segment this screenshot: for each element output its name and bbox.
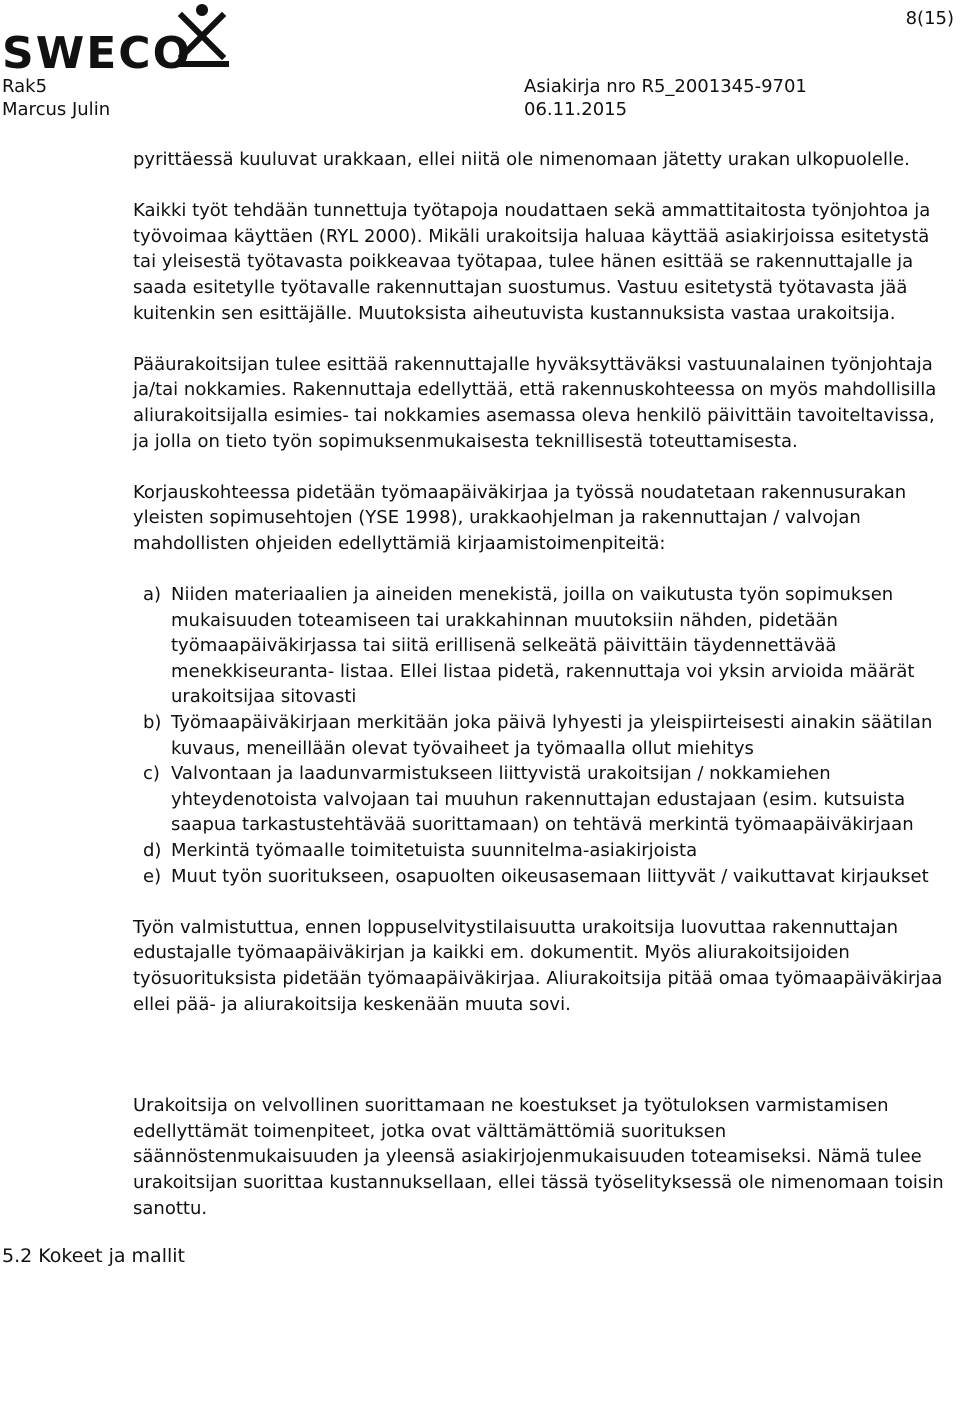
list-item: a) Niiden materiaalien ja aineiden menekistä, joilla on vaikutusta työn sopimuksen mukaisuuden toteamiseen tai urakkahinnan muutoksiin nähden, pidetään työmaapäiväkirjassa tai siitä erillisenä selkeätä päivittäin täydennettävää menekkiseuranta- listaa. Ellei listaa pidetä, rakennuttaja voi yksin arvioida määrät urakoitsijaa sitovasti xyxy=(143,584,915,708)
sweco-logo xyxy=(2,2,242,72)
page-number: 8(15) xyxy=(905,8,954,29)
paragraph-4: Korjauskohteessa pidetään työmaapäiväkirjaa ja työssä noudatetaan rakennusurakan yleisten sopimusehtojen (YSE 1998), urakkaohjelman ja rakennuttajan / valvojan mahdollisten ohjeiden edellyttämiä kirjaamistoimenpiteitä: xyxy=(133,481,907,554)
list-item: c) Valvontaan ja laadunvarmistukseen liittyvistä urakoitsijan / nokkamiehen yhteydenotoista valvojaan tai muuhun rakennuttajan edustajaan (esim. kutsuista saapua tarkastustehtävää suorittamaan) on tehtävä merkintä työmaapäiväkirjaan xyxy=(143,763,914,836)
paragraph-5: Työn valmistuttua, ennen loppuselvitystilaisuutta urakoitsija luovuttaa rakennuttajan edustajalle työmaapäiväkirjan ja kaikki em. dokumentit. Myös aliurakoitsijoiden työsuorituksista pidetään työmaapäiväkirjaa. Aliurakoitsija pitää omaa työmaapäiväkirjaa ellei pää- ja aliurakoitsija keskenään muuta sovi. xyxy=(133,916,943,1015)
paragraph-3: Pääurakoitsijan tulee esittää rakennuttajalle hyväksyttäväksi vastuunalainen työnjohtaja ja/tai nokkamies. Rakennuttaja edellyttää, että rakennuskohteessa on myös mahdollisilla aliurakoitsijalla esimies- tai nokkamies asemassa oleva henkilö päivittäin tavoiteltavissa, ja jolla on tieto työn sopimuksenmukaisesta teknillisestä toteuttamisesta. xyxy=(133,353,937,452)
section-heading: 5.2 Kokeet ja mallit xyxy=(2,1245,185,1267)
list-item: b) Työmaapäiväkirjaan merkitään joka päivä lyhyesti ja yleispiirteisesti ainakin säätilan kuvaus, meneillään olevat työvaiheet ja työmaalla ollut miehitys xyxy=(143,712,933,759)
paragraph-1: pyrittäessä kuuluvat urakkaan, ellei niitä ole nimenomaan jätetty urakan ulkopuolelle. xyxy=(133,149,910,170)
project-name: Rak5 xyxy=(2,76,48,97)
document-date: 06.11.2015 xyxy=(524,99,628,120)
document-number: Asiakirja nro R5_2001345-9701 xyxy=(524,76,807,97)
paragraph-6: Urakoitsija on velvollinen suorittamaan ne koestukset ja työtuloksen varmistamisen edellyttämät toimenpiteet, jotka ovat välttämättömiä suorituksen säännöstenmukaisuuden ja yleensä asiakirjojenmukaisuuden toteamiseksi. Nämä tulee urakoitsijan suorittaa kustannuksellaan, ellei tässä työselityksessä ole nimenomaan toisin sanottu. xyxy=(133,1095,944,1219)
record-list xyxy=(133,582,948,889)
paragraph-2: Kaikki työt tehdään tunnettuja työtapoja noudattaen sekä ammattitaitosta työnjohtoa ja työvoimaa käyttäen (RYL 2000). Mikäli urakoitsija haluaa käyttää asiakirjoissa esitetystä tai yleisestä työtavasta poikkeavaa työtapaa, tulee hänen esittää se rakennuttajalle ja saada esitetylle työtavalle rakennuttajan suostumus. Vastuu esitetystä työtavasta jää kuitenkin sen esittäjälle. Muutoksista aiheutuvista kustannuksista vastaa urakoitsija. xyxy=(133,200,931,324)
document-body xyxy=(133,147,948,1221)
logo-text: SWECO xyxy=(2,28,192,72)
author-name: Marcus Julin xyxy=(2,99,111,120)
list-item: e) Muut työn suoritukseen, osapuolten oikeusasemaan liittyvät / vaikuttavat kirjaukset xyxy=(143,865,929,887)
list-item: d) Merkintä työmaalle toimitetuista suunnitelma-asiakirjoista xyxy=(143,840,698,862)
